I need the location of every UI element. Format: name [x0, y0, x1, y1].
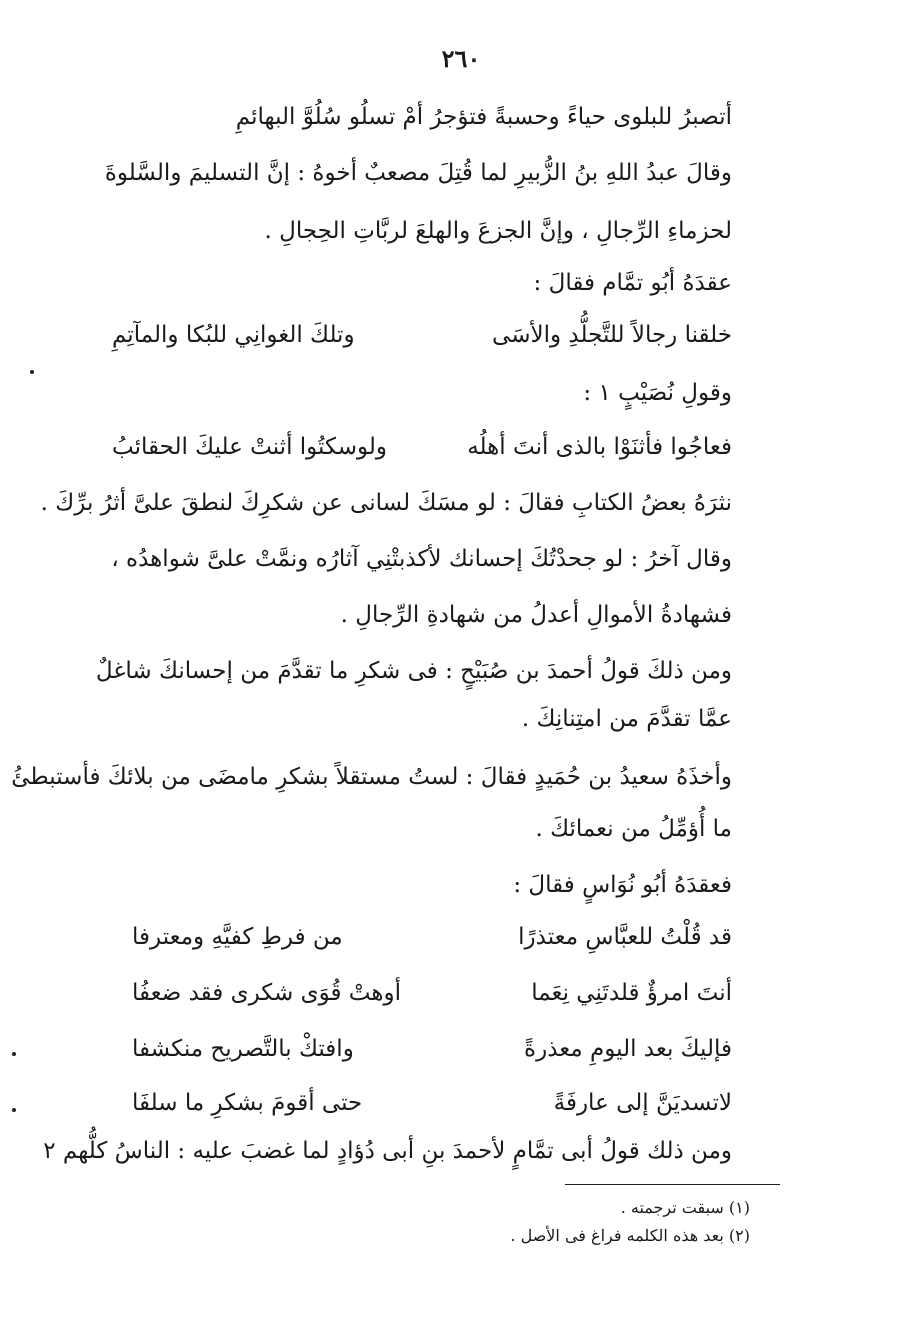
text-line-5: وقولِ نُصَيْبٍ ١ : — [583, 380, 732, 406]
footnote-divider — [565, 1184, 780, 1185]
verse-2-hemistich-2: ولوسكتُوا أثنتْ عليكَ الحقائبُ — [112, 434, 387, 460]
text-line-12: ما أُؤمِّلُ من نعمائكَ . — [535, 816, 732, 842]
text-line-4: عقدَهُ أبُو تمَّام فقالَ : — [533, 270, 732, 296]
verse-6 — [132, 1090, 732, 1124]
verse-1 — [112, 322, 732, 356]
verse-3-hemistich-2: من فرطِ كفيَّهِ ومعترفا — [132, 924, 343, 950]
footnote-1: (١) سبقت ترجمته . — [620, 1198, 750, 1217]
verse-1-hemistich-1: خلقنا رجالاً للتَّجلُّدِ والأسَى — [492, 322, 732, 348]
verse-6-hemistich-2: حتى أقومَ بشكرِ ما سلفَا — [132, 1090, 363, 1116]
text-line-14: ومن ذلك قولُ أبى تمَّامٍ لأحمدَ بنِ أبى دُؤادٍ لما غضبَ عليه : الناسُ كلُّهم ٢ — [43, 1138, 732, 1164]
verse-2-hemistich-1: فعاجُوا فأثنَوْا بالذى أنتَ أهلُه — [467, 434, 732, 460]
verse-5 — [132, 1036, 732, 1070]
verse-6-hemistich-1: لاتسديَنَّ إلى عارفَةً — [553, 1090, 732, 1116]
verse-5-hemistich-1: فإليكَ بعد اليومِ معذرةً — [524, 1036, 732, 1062]
page-number: ٢٦٠ — [441, 44, 481, 73]
text-line-7: وقال آخرُ : لو جحدْتُكَ إحسانك لأكذبتْنِي آثارُه ونمَّتْ علىَّ شواهدُه ، — [111, 546, 732, 572]
verse-1-hemistich-2: وتلكَ الغوانِي للبُكا والمآتِمِ — [112, 322, 355, 348]
text-line-11: وأخذَهُ سعيدُ بن حُمَيدٍ فقالَ : لستُ مستقلاً بشكرِ مامضَى من بلائكَ فأستبطئُ — [11, 764, 732, 790]
verse-2 — [112, 434, 732, 468]
verse-4-hemistich-2: أوهتْ قُوَى شكرى فقد ضعفُا — [132, 980, 401, 1006]
text-line-13: فعقدَهُ أبُو نُوَاسٍ فقالَ : — [513, 872, 732, 898]
verse-3 — [132, 924, 732, 958]
verse-3-hemistich-1: قد قُلْتُ للعبَّاسِ معتذرًا — [518, 924, 732, 950]
text-line-8: فشهادةُ الأموالِ أعدلُ من شهادةِ الرِّجالِ . — [340, 602, 732, 628]
text-line-1: أتصبرُ للبلوى حياءً وحسبةً فتؤجرُ أمْ تسلُو سُلُوَّ البهائمِ — [235, 104, 732, 130]
verse-5-hemistich-2: وافتكْ بالتَّصريح منكشفا — [132, 1036, 354, 1062]
margin-mark — [30, 370, 34, 374]
text-line-10: عمَّا تقدَّمَ من امتِنانِكَ . — [521, 706, 732, 732]
text-line-3: لحزماءِ الرِّجالِ ، وإنَّ الجزعَ والهلعَ لربَّاتِ الحِجالِ . — [264, 218, 732, 244]
footnote-2: (٢) بعد هذه الكلمه فراغ فى الأصل . — [510, 1226, 750, 1245]
margin-mark — [12, 1108, 16, 1112]
text-line-6: نثرَهُ بعضُ الكتابِ فقالَ : لو مسَكَ لسانى عن شكرِكَ لنطقَ علىَّ أثرُ برِّكَ . — [40, 490, 732, 516]
margin-mark — [12, 1052, 16, 1056]
text-line-9: ومن ذلكَ قولُ أحمدَ بن صُبَيْحٍ : فى شكرِ ما تقدَّمَ من إحسانكَ شاغلٌ — [95, 658, 732, 684]
verse-4 — [132, 980, 732, 1014]
text-line-2: وقالَ عبدُ اللهِ بنُ الزُّبيرِ لما قُتِلَ مصعبٌ أخوهُ : إنَّ التسليمَ والسَّلوةَ — [104, 160, 732, 186]
verse-4-hemistich-1: أنتَ امرؤٌ قلدتَنِي نِعَما — [531, 980, 732, 1006]
